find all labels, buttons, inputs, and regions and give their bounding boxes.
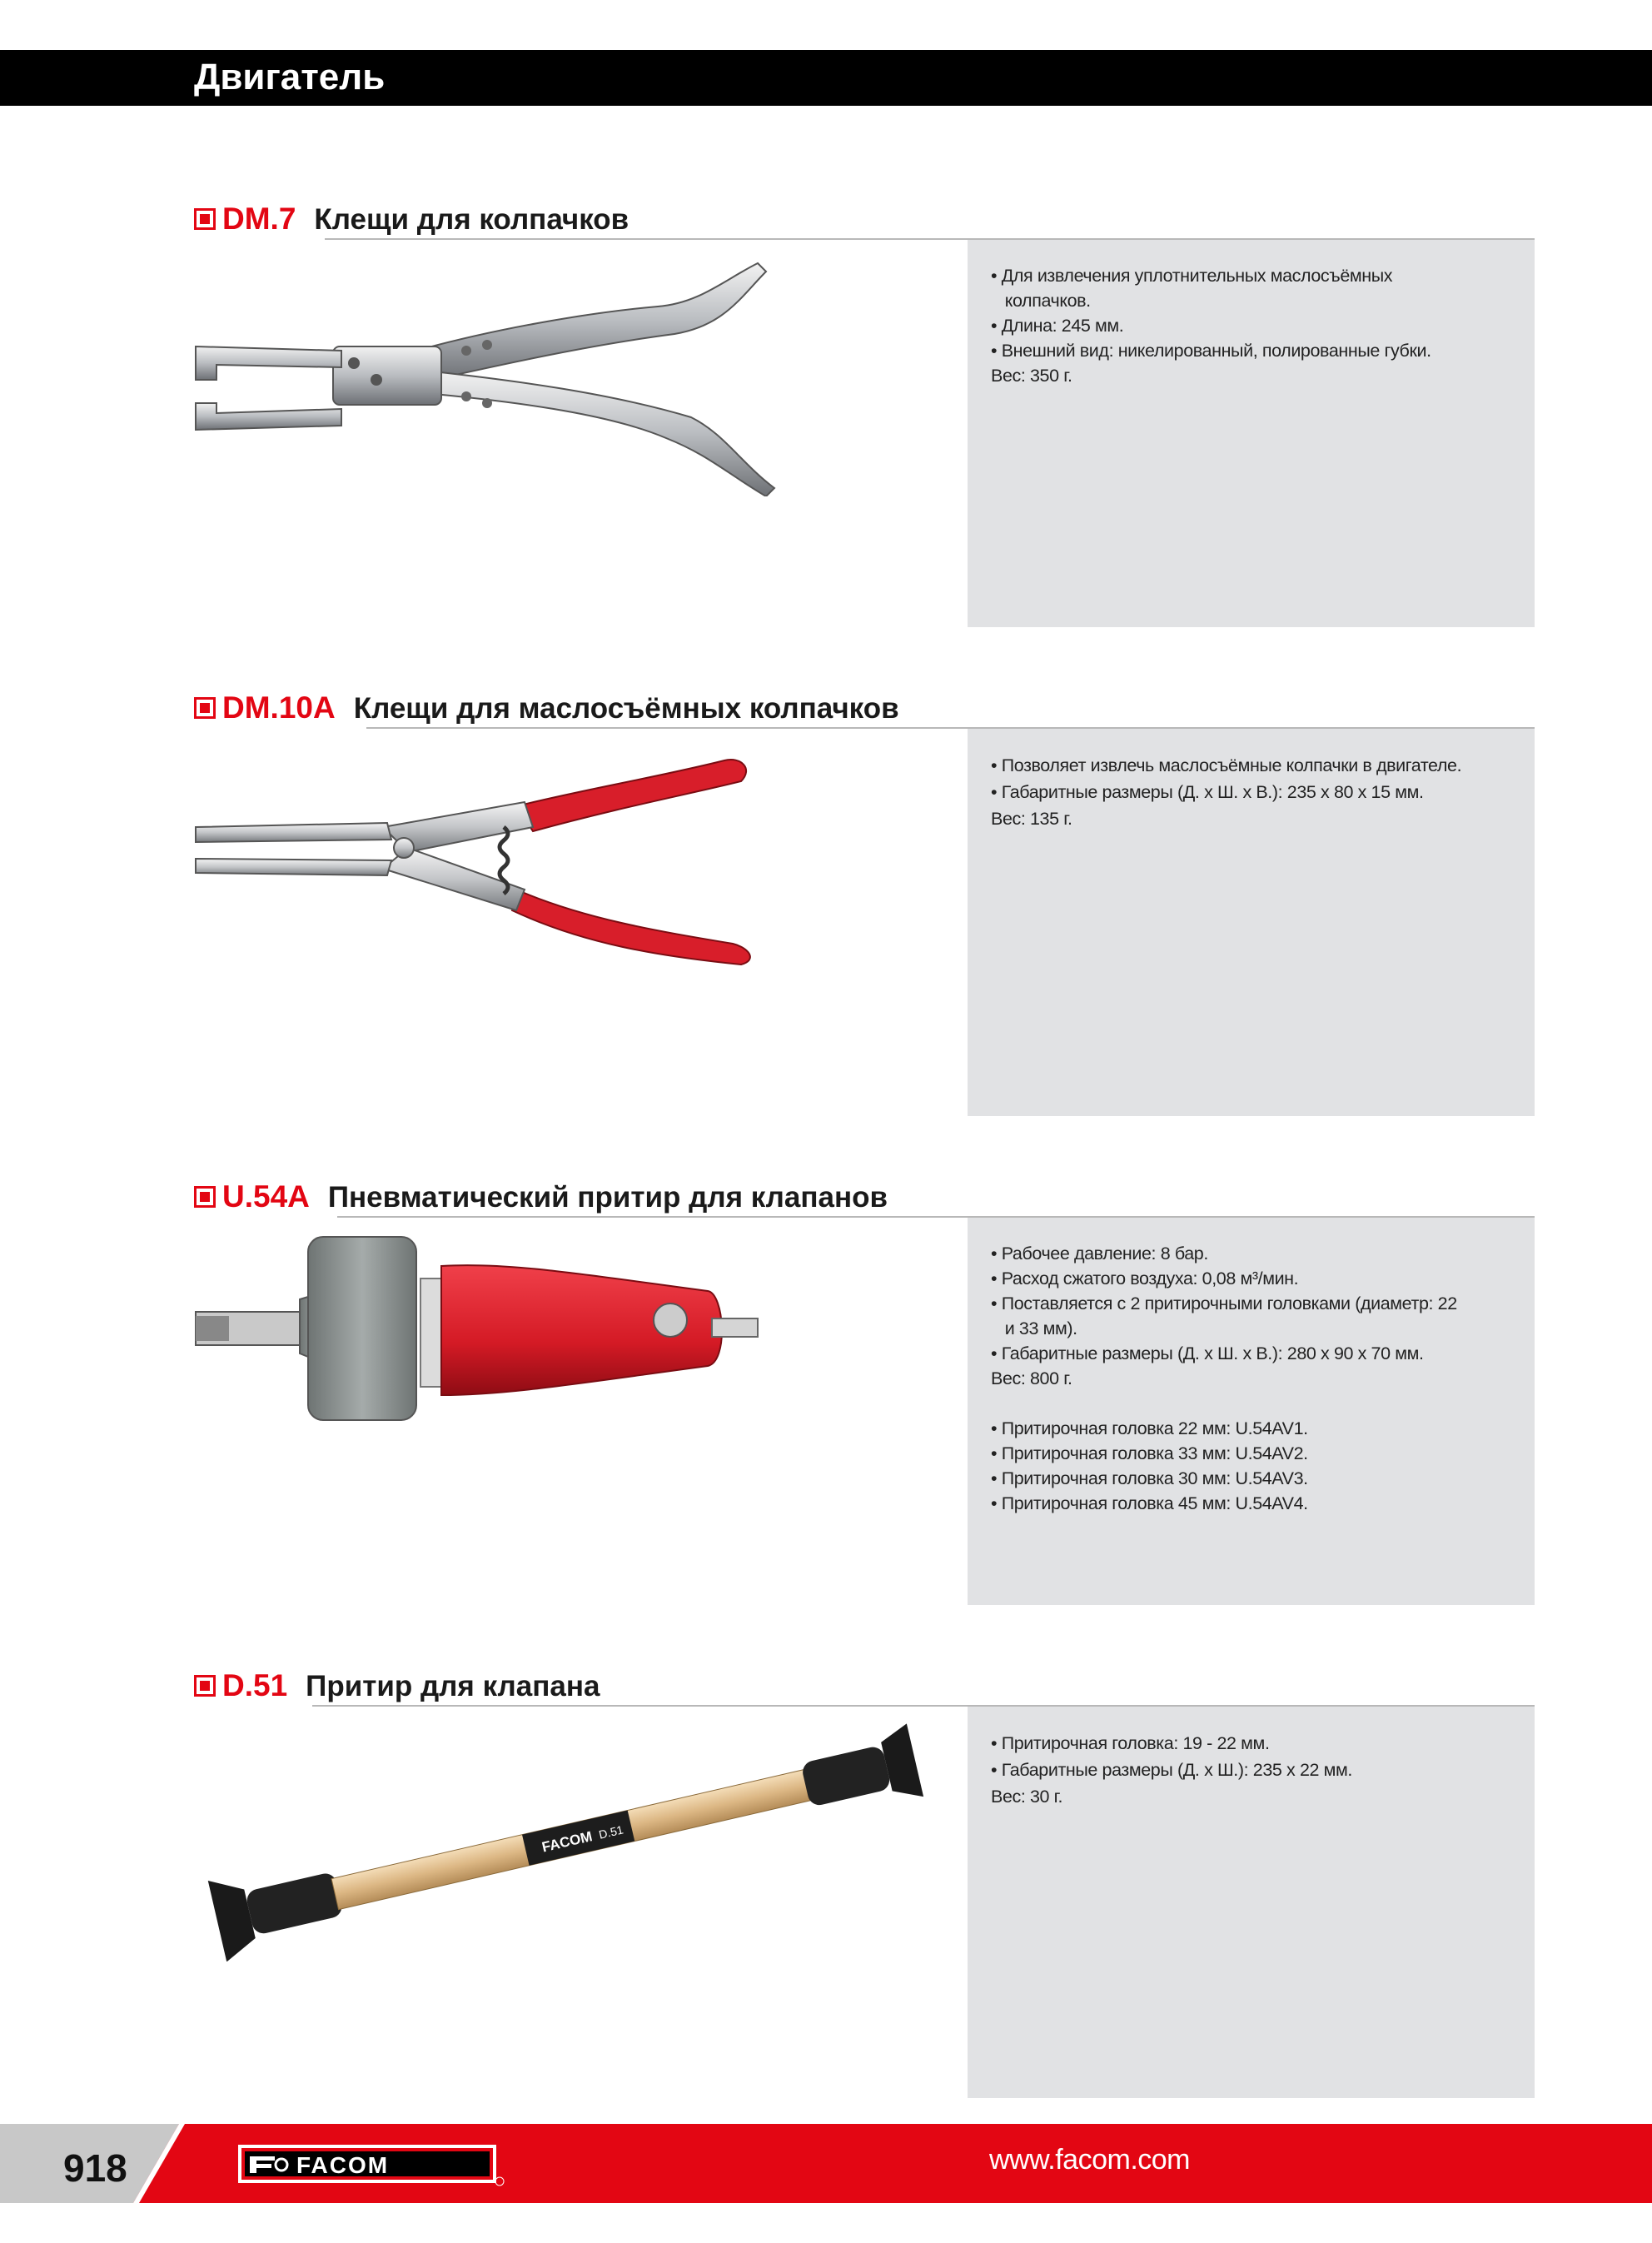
info-panel (968, 729, 1535, 1116)
info-line: • Габаритные размеры (Д. x Ш.): 235 x 22 мм. (991, 1760, 1352, 1780)
info-line: колпачков. (991, 291, 1091, 311)
info-line: Вес: 350 г. (991, 366, 1072, 386)
info-line: • Притирочная головка 30 мм: U.54AV3. (991, 1468, 1308, 1488)
info-text (968, 1218, 1535, 1516)
square-bullet-icon (194, 1675, 216, 1697)
info-line: • Притирочная головка 22 мм: U.54AV1. (991, 1418, 1308, 1438)
section-header (194, 685, 899, 725)
product-image-valve-lapper (192, 1720, 941, 1961)
product-code: U.54A (222, 1179, 310, 1214)
product-name: Пневматический притир для клапанов (327, 1181, 888, 1214)
product-code: DM.10A (222, 690, 336, 725)
info-line (991, 1391, 1515, 1416)
info-line: • Внешний вид: никелированный, полированные губки. (991, 341, 1431, 361)
square-bullet-icon (194, 1186, 216, 1208)
info-text (968, 1707, 1535, 1810)
product-name: Клещи для колпачков (314, 203, 629, 236)
facom-logo (238, 2138, 505, 2188)
image-label-code: D.51 (597, 1822, 625, 1842)
page-number: 918 (63, 2146, 127, 2190)
info-line: • Габаритные размеры (Д. x Ш. x В.): 280 x 90 x 70 мм. (991, 1343, 1424, 1363)
square-bullet-icon (194, 697, 216, 719)
info-line: • Притирочная головка 45 мм: U.54AV4. (991, 1493, 1308, 1513)
info-line: • Притирочная головка 33 мм: U.54AV2. (991, 1443, 1308, 1463)
image-label-brand: FACOM (540, 1828, 595, 1856)
info-line: • Позволяет извлечь маслосъёмные колпачки в двигателе. (991, 755, 1462, 775)
product-code: D.51 (222, 1668, 288, 1702)
section-header (194, 197, 629, 237)
info-line: • Притирочная головка: 19 - 22 мм. (991, 1733, 1270, 1753)
info-text (968, 729, 1535, 832)
info-line: и 33 мм). (991, 1318, 1077, 1338)
product-image-pliers-silver (192, 247, 783, 496)
website-link[interactable]: www.facom.com (989, 2144, 1190, 2176)
info-panel (968, 240, 1535, 627)
square-bullet-icon (194, 208, 216, 230)
info-panel (968, 1218, 1535, 1605)
info-line: Вес: 135 г. (991, 809, 1072, 829)
info-panel (968, 1707, 1535, 2098)
product-code: DM.7 (222, 202, 296, 236)
product-name: Клещи для маслосъёмных колпачков (353, 692, 899, 725)
section-header (194, 1174, 888, 1214)
facom-logo-text: FACOM (296, 2152, 390, 2178)
info-line: • Рабочее давление: 8 бар. (991, 1244, 1208, 1264)
info-line: • Длина: 245 мм. (991, 316, 1124, 336)
product-image-pneumatic-tool (192, 1229, 774, 1437)
info-line: • Для извлечения уплотнительных маслосъёмных (991, 266, 1393, 286)
page-title: Двигатель (194, 57, 386, 97)
info-line: Вес: 30 г. (991, 1787, 1063, 1807)
info-line: • Габаритные размеры (Д. x Ш. x В.): 235 x 80 x 15 мм. (991, 782, 1424, 802)
info-line: Вес: 800 г. (991, 1368, 1072, 1388)
section-header (194, 1663, 600, 1703)
info-text (968, 240, 1535, 388)
info-line: • Расход сжатого воздуха: 0,08 м³/мин. (991, 1269, 1299, 1288)
product-image-pliers-red (192, 744, 783, 977)
info-line: • Поставляется с 2 притирочными головками (диаметр: 22 (991, 1293, 1457, 1313)
product-name: Притир для клапана (306, 1670, 600, 1702)
